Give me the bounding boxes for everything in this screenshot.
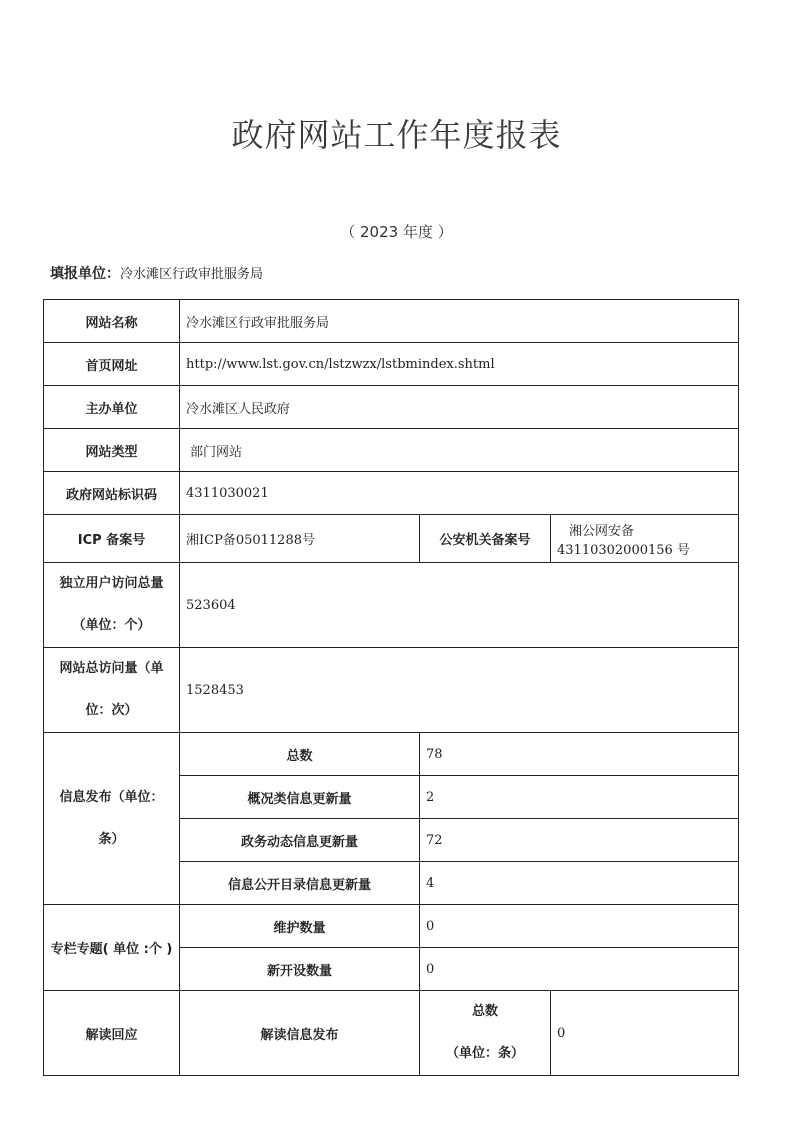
columns-maintain-label: 维护数量 — [180, 905, 420, 948]
interpretation-label: 解读回应 — [44, 991, 180, 1076]
unique-visitors-value: 523604 — [180, 563, 739, 648]
report-year: （ 2023 年度 ） — [340, 223, 453, 241]
site-id-value: 4311030021 — [180, 472, 739, 515]
table-row — [44, 563, 739, 648]
total-visits-label-line2: 位：次） — [85, 703, 138, 718]
unique-visitors-label — [44, 563, 180, 648]
icp-value: 湘ICP备05011288号 — [180, 515, 420, 563]
total-visits-label-line1: 网站总访问量（单 — [59, 661, 164, 676]
site-name-label: 网站名称 — [44, 300, 180, 343]
info-publish-label — [44, 733, 180, 905]
police-label: 公安机关备案号 — [420, 515, 551, 563]
table-row — [44, 386, 739, 429]
unique-visitors-label-line1: 独立用户访问总量 — [59, 576, 164, 591]
interpretation-value: 0 — [551, 991, 739, 1076]
site-name-value: 冷水滩区行政审批服务局 — [180, 300, 739, 343]
info-total-value: 78 — [420, 733, 739, 776]
police-value-line1: 湘公网安备 — [569, 523, 635, 539]
info-publish-label-line2: 条） — [98, 831, 125, 847]
table-row — [44, 733, 739, 776]
total-visits-label — [44, 648, 180, 733]
icp-label: ICP 备案号 — [44, 515, 180, 563]
sponsor-label: 主办单位 — [44, 386, 180, 429]
page-title: 政府网站工作年度报表 — [231, 116, 562, 154]
interpretation-total-line1: 总数 — [471, 1004, 498, 1019]
interpretation-total-line2: （单位：条） — [445, 1046, 524, 1061]
info-catalog-label: 信息公开目录信息更新量 — [180, 862, 420, 905]
table-row — [44, 515, 739, 563]
home-url-label: 首页网址 — [44, 343, 180, 386]
sponsor-value: 冷水滩区人民政府 — [180, 386, 739, 429]
columns-new-label: 新开设数量 — [180, 948, 420, 991]
columns-maintain-value: 0 — [420, 905, 739, 948]
police-value — [551, 515, 739, 563]
info-news-value: 72 — [420, 819, 739, 862]
info-total-label: 总数 — [180, 733, 420, 776]
filler-unit-value: 冷水滩区行政审批服务局 — [120, 267, 264, 282]
total-visits-value: 1528453 — [180, 648, 739, 733]
table-row — [44, 991, 739, 1076]
interpretation-total-label — [420, 991, 551, 1076]
table-row — [44, 343, 739, 386]
filler-unit — [50, 263, 263, 283]
table-row — [44, 300, 739, 343]
filler-unit-label: 填报单位： — [50, 266, 120, 282]
table-row — [44, 472, 739, 515]
columns-label: 专栏专题( 单位 :个 ) — [44, 905, 180, 991]
police-value-line2: 43110302000156 号 — [557, 542, 690, 558]
columns-new-value: 0 — [420, 948, 739, 991]
info-publish-label-line1: 信息发布（单位： — [59, 789, 164, 805]
table-row — [44, 905, 739, 948]
site-type-value: 部门网站 — [180, 429, 739, 472]
home-url-value: http://www.lst.gov.cn/lstzwzx/lstbmindex.shtml — [180, 343, 739, 386]
info-overview-label: 概况类信息更新量 — [180, 776, 420, 819]
table-row — [44, 648, 739, 733]
report-table — [43, 299, 739, 1076]
info-overview-value: 2 — [420, 776, 739, 819]
interpretation-sub-label: 解读信息发布 — [180, 991, 420, 1076]
info-news-label: 政务动态信息更新量 — [180, 819, 420, 862]
info-catalog-value: 4 — [420, 862, 739, 905]
site-type-label: 网站类型 — [44, 429, 180, 472]
unique-visitors-label-line2: （单位：个） — [72, 618, 151, 633]
table-row — [44, 429, 739, 472]
site-id-label: 政府网站标识码 — [44, 472, 180, 515]
